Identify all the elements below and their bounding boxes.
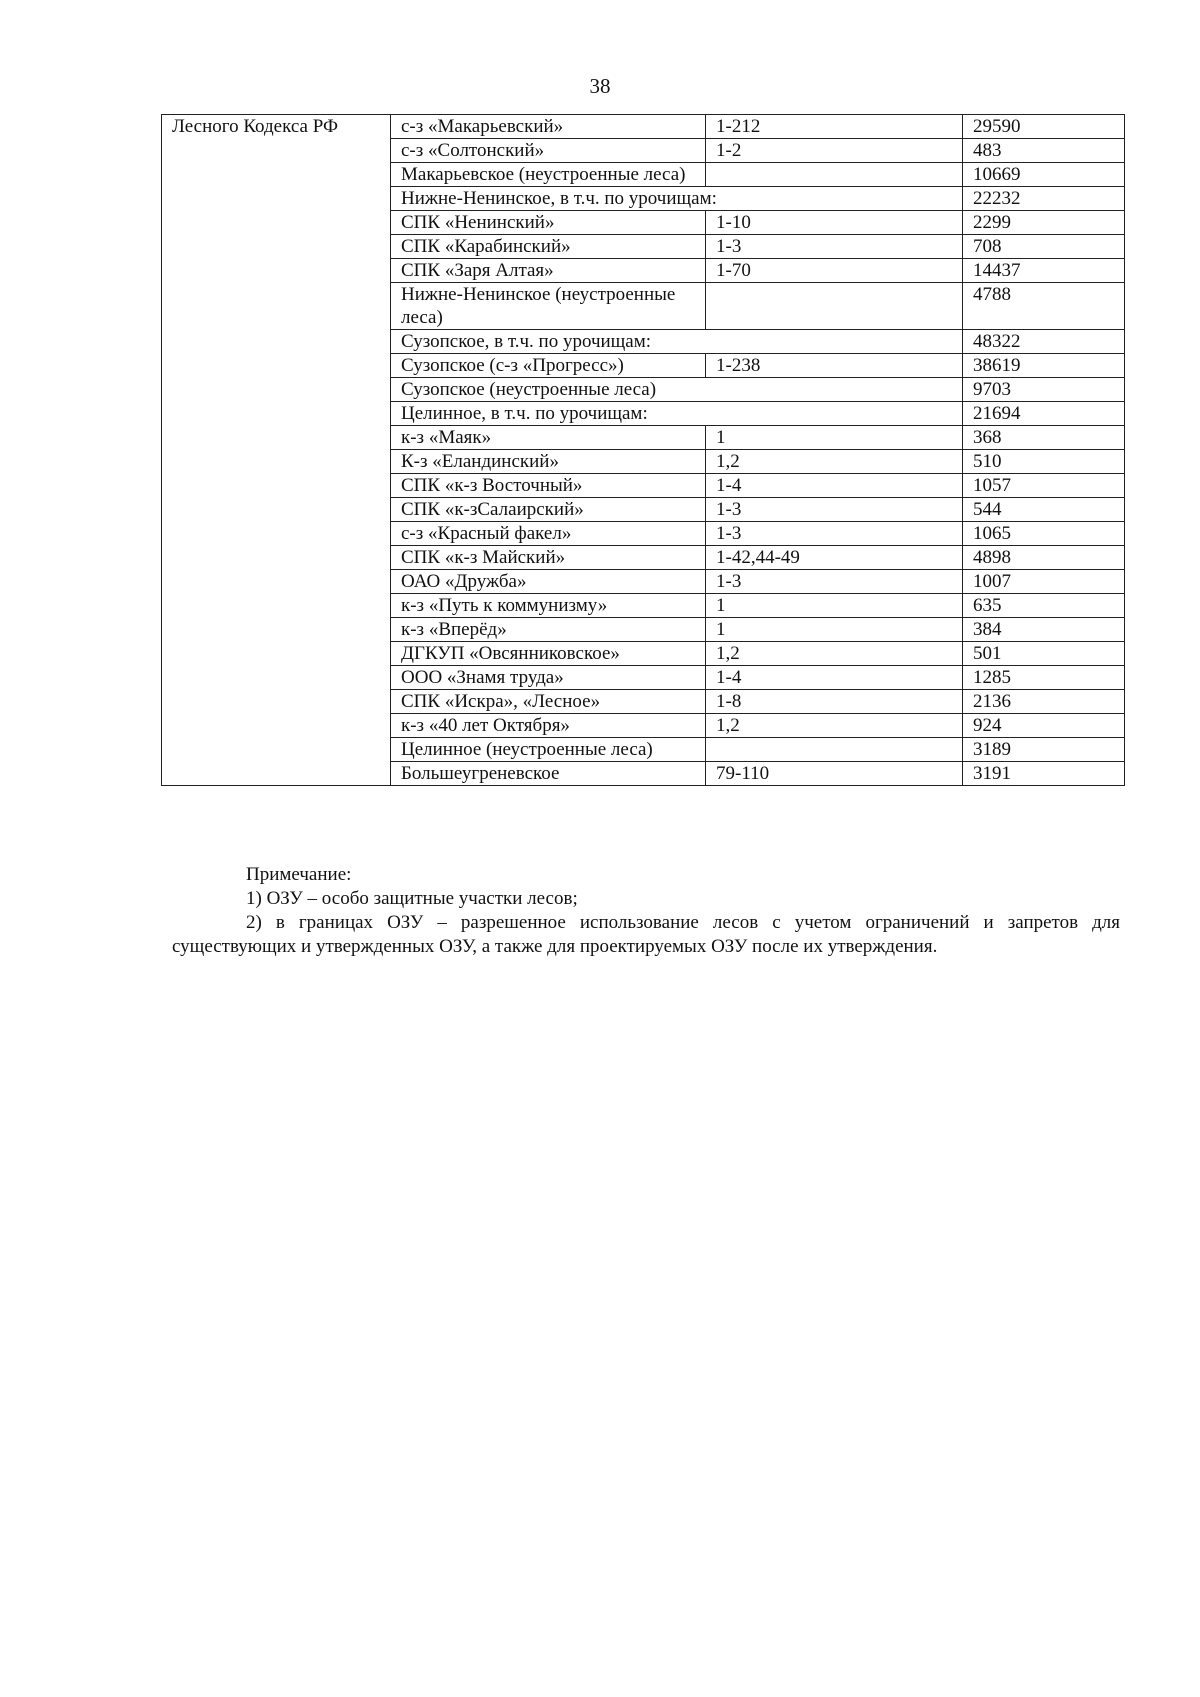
area-cell: 21694	[963, 402, 1125, 426]
quarters-cell	[706, 738, 963, 762]
forest-name-cell: Целинное (неустроенные леса)	[391, 738, 706, 762]
area-cell: 48322	[963, 330, 1125, 354]
area-cell: 501	[963, 642, 1125, 666]
area-cell: 368	[963, 426, 1125, 450]
area-cell: 38619	[963, 354, 1125, 378]
area-cell: 9703	[963, 378, 1125, 402]
note-item-2: 2) в границах ОЗУ – разрешенное использование лесов с учетом ограничений и запретов для существующих и утвержденных ОЗУ, а также для проектируемых ОЗУ после их утверждения.	[172, 912, 1120, 957]
area-cell: 483	[963, 139, 1125, 163]
note-item-1: 1) ОЗУ – особо защитные участки лесов;	[246, 888, 578, 909]
quarters-cell: 1-3	[706, 498, 963, 522]
area-cell: 1285	[963, 666, 1125, 690]
area-cell: 635	[963, 594, 1125, 618]
area-cell: 3189	[963, 738, 1125, 762]
area-cell: 924	[963, 714, 1125, 738]
quarters-cell: 79-110	[706, 762, 963, 786]
forest-name-cell: СПК «Заря Алтая»	[391, 259, 706, 283]
area-cell: 4898	[963, 546, 1125, 570]
quarters-cell: 1	[706, 426, 963, 450]
quarters-cell	[706, 163, 963, 187]
quarters-cell: 1,2	[706, 642, 963, 666]
category-cell: Лесного Кодекса РФ	[162, 115, 391, 786]
quarters-cell: 1-238	[706, 354, 963, 378]
forest-name-cell: Сузопское (неустроенные леса)	[391, 378, 963, 402]
quarters-cell: 1-70	[706, 259, 963, 283]
forest-name-cell: ООО «Знамя труда»	[391, 666, 706, 690]
quarters-cell: 1-3	[706, 570, 963, 594]
forest-name-cell: Большеугреневское	[391, 762, 706, 786]
area-cell: 510	[963, 450, 1125, 474]
page-number: 38	[589, 74, 611, 98]
quarters-cell: 1-4	[706, 474, 963, 498]
forest-name-cell: к-з «Путь к коммунизму»	[391, 594, 706, 618]
forest-name-cell: Сузопское (с-з «Прогресс»)	[391, 354, 706, 378]
forest-name-cell: Нижне-Ненинское, в т.ч. по урочищам:	[391, 187, 963, 211]
forest-name-cell: ОАО «Дружба»	[391, 570, 706, 594]
forest-name-cell: ДГКУП «Овсянниковское»	[391, 642, 706, 666]
area-cell: 14437	[963, 259, 1125, 283]
quarters-cell: 1	[706, 594, 963, 618]
area-cell: 1065	[963, 522, 1125, 546]
area-cell: 384	[963, 618, 1125, 642]
quarters-cell: 1-212	[706, 115, 963, 139]
forest-name-cell: с-з «Красный факел»	[391, 522, 706, 546]
quarters-cell: 1-3	[706, 522, 963, 546]
forest-name-cell: СПК «Карабинский»	[391, 235, 706, 259]
quarters-cell: 1-8	[706, 690, 963, 714]
quarters-cell: 1-3	[706, 235, 963, 259]
forest-name-cell: СПК «Ненинский»	[391, 211, 706, 235]
area-cell: 1007	[963, 570, 1125, 594]
forest-name-cell: к-з «Маяк»	[391, 426, 706, 450]
quarters-cell: 1-4	[706, 666, 963, 690]
forest-name-cell: СПК «Искра», «Лесное»	[391, 690, 706, 714]
area-cell: 2299	[963, 211, 1125, 235]
area-cell: 22232	[963, 187, 1125, 211]
notes-section	[172, 863, 1120, 959]
forest-name-cell: Макарьевское (неустроенные леса)	[391, 163, 706, 187]
quarters-cell: 1	[706, 618, 963, 642]
forest-name-cell: с-з «Макарьевский»	[391, 115, 706, 139]
area-cell: 544	[963, 498, 1125, 522]
forest-name-cell: СПК «к-з Восточный»	[391, 474, 706, 498]
forest-name-cell: к-з «Вперёд»	[391, 618, 706, 642]
area-cell: 10669	[963, 163, 1125, 187]
forest-areas-table	[161, 114, 1125, 786]
forest-name-cell: к-з «40 лет Октября»	[391, 714, 706, 738]
quarters-cell: 1,2	[706, 714, 963, 738]
area-cell: 4788	[963, 283, 1125, 330]
quarters-cell: 1,2	[706, 450, 963, 474]
forest-name-cell: Целинное, в т.ч. по урочищам:	[391, 402, 963, 426]
area-cell: 1057	[963, 474, 1125, 498]
table-row	[162, 115, 1125, 139]
area-cell: 3191	[963, 762, 1125, 786]
forest-name-cell: К-з «Еландинский»	[391, 450, 706, 474]
forest-name-cell: с-з «Солтонский»	[391, 139, 706, 163]
quarters-cell: 1-42,44-49	[706, 546, 963, 570]
notes-heading: Примечание:	[246, 864, 352, 885]
quarters-cell: 1-2	[706, 139, 963, 163]
area-cell: 2136	[963, 690, 1125, 714]
area-cell: 708	[963, 235, 1125, 259]
forest-name-cell: СПК «к-з Майский»	[391, 546, 706, 570]
quarters-cell: 1-10	[706, 211, 963, 235]
forest-name-cell: Нижне-Ненинское (неустроенные леса)	[391, 283, 706, 330]
forest-name-cell: СПК «к-зСалаирский»	[391, 498, 706, 522]
forest-name-cell: Сузопское, в т.ч. по урочищам:	[391, 330, 963, 354]
area-cell: 29590	[963, 115, 1125, 139]
quarters-cell	[706, 283, 963, 330]
